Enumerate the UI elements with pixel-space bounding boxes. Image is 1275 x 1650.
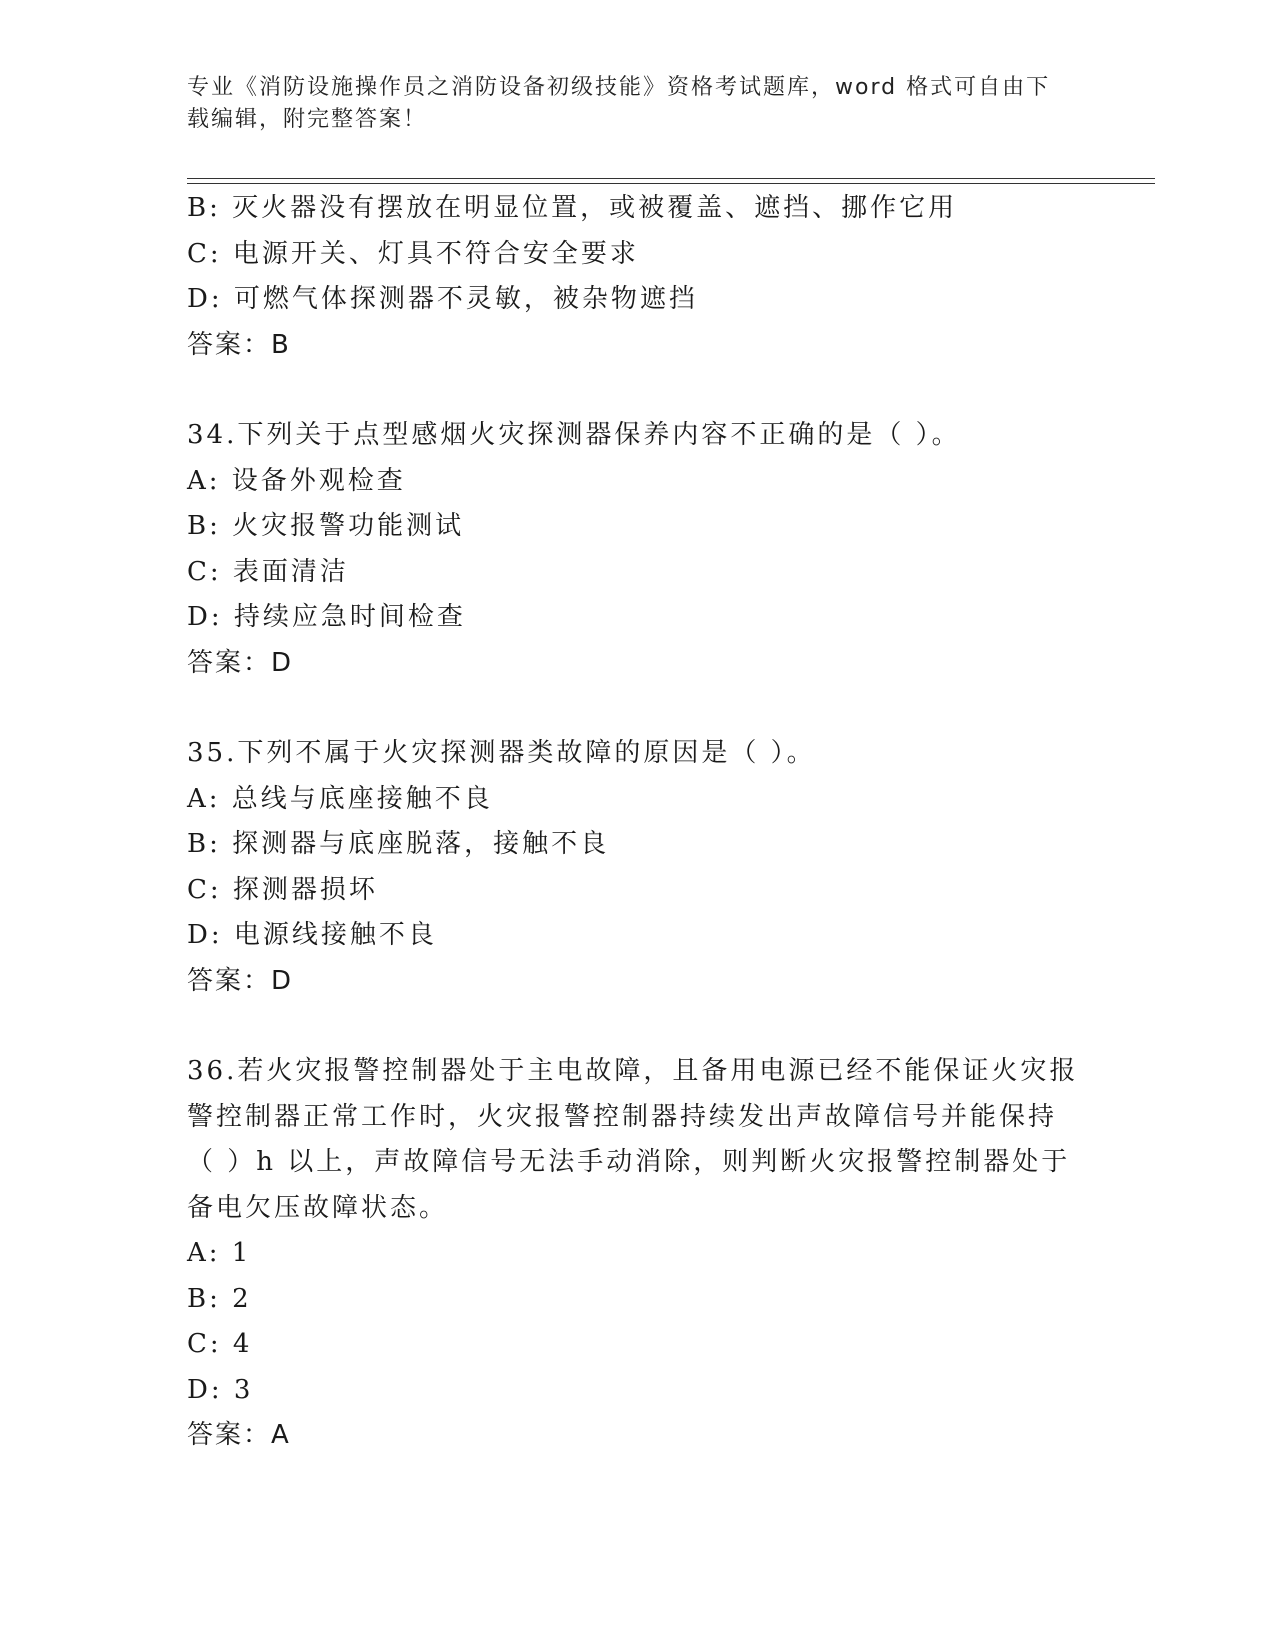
option-d: D: 电源线接触不良	[187, 920, 437, 950]
question-block-35	[187, 731, 1087, 1004]
question-text: 35.下列不属于火灾探测器类故障的原因是（ ）。	[187, 738, 816, 768]
question-text-line-1: 36.若火灾报警控制器处于主电故障，且备用电源已经不能保证火灾报	[187, 1056, 1079, 1086]
option-c: C: 表面清洁	[187, 556, 349, 587]
option-d: D: 持续应急时间检查	[187, 602, 466, 632]
question-text-line-4: 备电欠压故障状态。	[187, 1192, 449, 1223]
option-a: A: 总线与底座接触不良	[187, 783, 493, 814]
question-block-33	[187, 186, 1087, 368]
spacer	[187, 1004, 1087, 1049]
option-b: B: 灭火器没有摆放在明显位置，或被覆盖、遮挡、挪作它用	[187, 193, 958, 223]
option-c: C: 探测器损坏	[187, 874, 378, 905]
document-header	[187, 72, 1067, 136]
question-text: 34.下列关于点型感烟火灾探测器保养内容不正确的是（ ）。	[187, 420, 961, 450]
option-d: D: 3	[187, 1374, 254, 1405]
question-block-34	[187, 413, 1087, 686]
option-d: D: 可燃气体探测器不灵敏，被杂物遮挡	[187, 284, 698, 314]
question-list	[187, 186, 1087, 1459]
header-line-1: 专业《消防设施操作员之消防设备初级技能》资格考试题库，word 格式可自由下	[187, 75, 1051, 100]
option-c: C: 电源开关、灯具不符合安全要求	[187, 238, 639, 269]
option-b: B: 2	[187, 1283, 252, 1314]
spacer	[187, 686, 1087, 731]
option-a: A: 设备外观检查	[187, 465, 406, 496]
answer-label: 答案：D	[187, 965, 294, 996]
header-divider-top	[187, 178, 1155, 179]
answer-label: 答案：D	[187, 647, 294, 678]
question-text-line-3: （ ）h 以上，声故障信号无法手动消除，则判断火灾报警控制器处于	[187, 1147, 1071, 1177]
question-text-line-2: 警控制器正常工作时，火灾报警控制器持续发出声故障信号并能保持	[187, 1101, 1058, 1132]
question-block-36	[187, 1049, 1087, 1459]
option-b: B: 火灾报警功能测试	[187, 511, 465, 541]
header-divider-bottom	[187, 183, 1155, 184]
option-c: C: 4	[187, 1329, 253, 1359]
spacer	[187, 368, 1087, 413]
option-b: B: 探测器与底座脱落，接触不良	[187, 829, 610, 859]
answer-label: 答案：A	[187, 1420, 291, 1450]
option-a: A: 1	[187, 1238, 252, 1268]
header-line-2: 载编辑，附完整答案！	[187, 107, 428, 132]
answer-label: 答案：B	[187, 329, 291, 360]
